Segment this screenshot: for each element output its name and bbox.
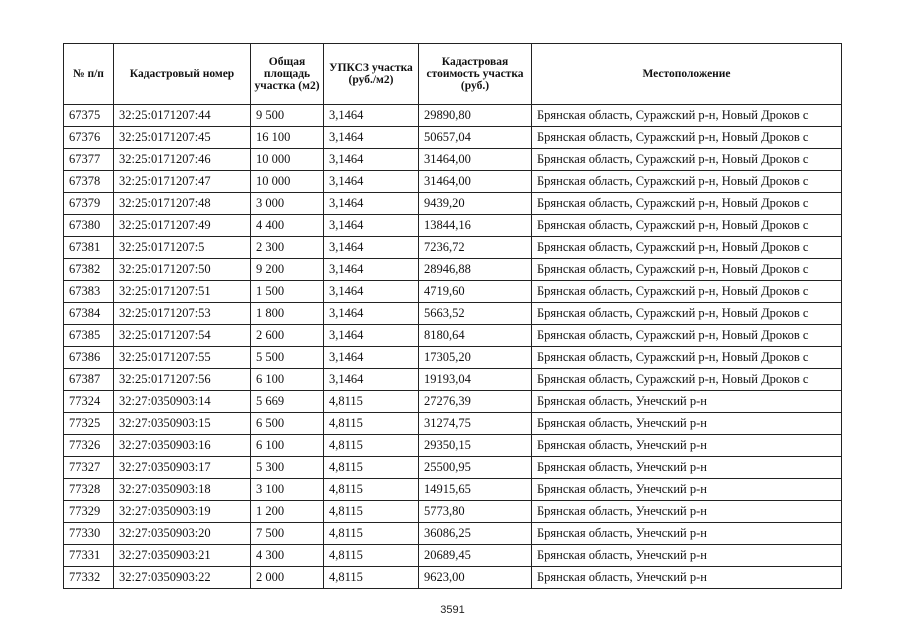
cell-cadastral-number: 32:27:0350903:22 [114, 567, 251, 589]
cell-cadastral-value: 25500,95 [419, 457, 532, 479]
page-number: 3591 [440, 604, 465, 616]
cell-location: Брянская область, Унечский р-н [532, 457, 842, 479]
cell-location: Брянская область, Унечский р-н [532, 479, 842, 501]
cell-area: 16 100 [251, 127, 324, 149]
cell-upksz: 3,1464 [324, 303, 419, 325]
cell-cadastral-value: 4719,60 [419, 281, 532, 303]
header-cadastral-number: Кадастровый номер [114, 44, 251, 105]
cell-location: Брянская область, Суражский р-н, Новый Дроков с [532, 325, 842, 347]
cell-row-number: 77329 [64, 501, 114, 523]
cell-upksz: 4,8115 [324, 479, 419, 501]
table-body [64, 105, 842, 589]
cell-cadastral-number: 32:25:0171207:48 [114, 193, 251, 215]
cell-area: 1 500 [251, 281, 324, 303]
table-row [64, 391, 842, 413]
cell-cadastral-value: 28946,88 [419, 259, 532, 281]
table-row [64, 149, 842, 171]
header-location: Местоположение [532, 44, 842, 105]
cell-cadastral-value: 17305,20 [419, 347, 532, 369]
cell-cadastral-value: 5773,80 [419, 501, 532, 523]
table-row [64, 215, 842, 237]
cell-cadastral-number: 32:25:0171207:44 [114, 105, 251, 127]
cell-cadastral-number: 32:25:0171207:45 [114, 127, 251, 149]
cell-cadastral-value: 27276,39 [419, 391, 532, 413]
cell-cadastral-value: 14915,65 [419, 479, 532, 501]
table-row [64, 435, 842, 457]
cell-cadastral-number: 32:27:0350903:19 [114, 501, 251, 523]
cell-location: Брянская область, Суражский р-н, Новый Дроков с [532, 105, 842, 127]
cell-area: 3 000 [251, 193, 324, 215]
cell-row-number: 67377 [64, 149, 114, 171]
cell-cadastral-value: 7236,72 [419, 237, 532, 259]
table-row [64, 369, 842, 391]
cell-area: 4 300 [251, 545, 324, 567]
cell-upksz: 4,8115 [324, 413, 419, 435]
cell-location: Брянская область, Суражский р-н, Новый Дроков с [532, 303, 842, 325]
cell-cadastral-number: 32:27:0350903:14 [114, 391, 251, 413]
cell-row-number: 67378 [64, 171, 114, 193]
cell-area: 10 000 [251, 149, 324, 171]
table-row [64, 127, 842, 149]
cell-cadastral-number: 32:25:0171207:53 [114, 303, 251, 325]
cell-cadastral-value: 29890,80 [419, 105, 532, 127]
cell-location: Брянская область, Унечский р-н [532, 523, 842, 545]
cell-location: Брянская область, Унечский р-н [532, 545, 842, 567]
cell-row-number: 67382 [64, 259, 114, 281]
cell-upksz: 3,1464 [324, 215, 419, 237]
cell-row-number: 67384 [64, 303, 114, 325]
cell-cadastral-number: 32:27:0350903:17 [114, 457, 251, 479]
cell-location: Брянская область, Унечский р-н [532, 567, 842, 589]
cell-area: 9 200 [251, 259, 324, 281]
cell-location: Брянская область, Унечский р-н [532, 501, 842, 523]
cell-row-number: 77325 [64, 413, 114, 435]
cell-cadastral-number: 32:27:0350903:15 [114, 413, 251, 435]
cell-cadastral-number: 32:27:0350903:16 [114, 435, 251, 457]
cell-location: Брянская область, Унечский р-н [532, 391, 842, 413]
header-cadastral-value: Кадастровая стоимость участка (руб.) [419, 44, 532, 105]
cell-upksz: 4,8115 [324, 567, 419, 589]
cell-location: Брянская область, Суражский р-н, Новый Дроков с [532, 259, 842, 281]
cell-area: 5 300 [251, 457, 324, 479]
cell-row-number: 67383 [64, 281, 114, 303]
cell-location: Брянская область, Суражский р-н, Новый Дроков с [532, 127, 842, 149]
cell-cadastral-value: 31464,00 [419, 171, 532, 193]
cell-upksz: 3,1464 [324, 237, 419, 259]
cell-row-number: 77328 [64, 479, 114, 501]
cell-row-number: 67380 [64, 215, 114, 237]
table-row [64, 545, 842, 567]
cell-upksz: 3,1464 [324, 281, 419, 303]
cell-area: 6 100 [251, 369, 324, 391]
cell-row-number: 67379 [64, 193, 114, 215]
cell-cadastral-value: 29350,15 [419, 435, 532, 457]
cell-location: Брянская область, Суражский р-н, Новый Дроков с [532, 369, 842, 391]
cell-location: Брянская область, Суражский р-н, Новый Дроков с [532, 149, 842, 171]
cell-upksz: 4,8115 [324, 435, 419, 457]
cell-area: 9 500 [251, 105, 324, 127]
cell-upksz: 3,1464 [324, 127, 419, 149]
cell-cadastral-value: 9439,20 [419, 193, 532, 215]
cell-row-number: 67376 [64, 127, 114, 149]
cell-area: 7 500 [251, 523, 324, 545]
cell-upksz: 4,8115 [324, 545, 419, 567]
table-row [64, 523, 842, 545]
table-row [64, 501, 842, 523]
cell-area: 6 500 [251, 413, 324, 435]
cell-upksz: 3,1464 [324, 347, 419, 369]
cell-cadastral-number: 32:25:0171207:5 [114, 237, 251, 259]
cell-cadastral-number: 32:25:0171207:55 [114, 347, 251, 369]
cell-area: 3 100 [251, 479, 324, 501]
cell-location: Брянская область, Суражский р-н, Новый Дроков с [532, 171, 842, 193]
cell-cadastral-number: 32:25:0171207:47 [114, 171, 251, 193]
cell-cadastral-number: 32:27:0350903:21 [114, 545, 251, 567]
cell-location: Брянская область, Суражский р-н, Новый Дроков с [532, 237, 842, 259]
cell-cadastral-number: 32:25:0171207:51 [114, 281, 251, 303]
table-row [64, 413, 842, 435]
cell-row-number: 77332 [64, 567, 114, 589]
cell-area: 6 100 [251, 435, 324, 457]
cell-row-number: 67385 [64, 325, 114, 347]
cell-location: Брянская область, Суражский р-н, Новый Дроков с [532, 215, 842, 237]
cell-cadastral-number: 32:25:0171207:49 [114, 215, 251, 237]
cell-upksz: 3,1464 [324, 325, 419, 347]
cell-cadastral-number: 32:25:0171207:46 [114, 149, 251, 171]
cell-area: 4 400 [251, 215, 324, 237]
cell-cadastral-value: 19193,04 [419, 369, 532, 391]
cell-location: Брянская область, Унечский р-н [532, 413, 842, 435]
cell-area: 5 500 [251, 347, 324, 369]
cell-cadastral-value: 8180,64 [419, 325, 532, 347]
table-row [64, 303, 842, 325]
cell-area: 2 300 [251, 237, 324, 259]
cell-upksz: 4,8115 [324, 501, 419, 523]
cell-cadastral-value: 50657,04 [419, 127, 532, 149]
cell-area: 1 200 [251, 501, 324, 523]
cell-area: 2 000 [251, 567, 324, 589]
cell-cadastral-value: 5663,52 [419, 303, 532, 325]
table-row [64, 457, 842, 479]
cell-cadastral-value: 36086,25 [419, 523, 532, 545]
cell-row-number: 77327 [64, 457, 114, 479]
cell-cadastral-value: 13844,16 [419, 215, 532, 237]
cell-cadastral-number: 32:25:0171207:54 [114, 325, 251, 347]
cell-row-number: 67381 [64, 237, 114, 259]
cell-row-number: 77326 [64, 435, 114, 457]
table-row [64, 479, 842, 501]
table-row [64, 259, 842, 281]
cell-upksz: 3,1464 [324, 259, 419, 281]
cell-cadastral-number: 32:27:0350903:18 [114, 479, 251, 501]
cell-location: Брянская область, Суражский р-н, Новый Дроков с [532, 281, 842, 303]
cell-upksz: 4,8115 [324, 523, 419, 545]
table-row [64, 237, 842, 259]
cell-cadastral-value: 20689,45 [419, 545, 532, 567]
header-total-area: Общая площадь участка (м2) [251, 44, 324, 105]
cell-row-number: 67386 [64, 347, 114, 369]
cell-upksz: 3,1464 [324, 149, 419, 171]
table-row [64, 567, 842, 589]
table-row [64, 105, 842, 127]
cell-cadastral-value: 9623,00 [419, 567, 532, 589]
cell-upksz: 3,1464 [324, 171, 419, 193]
cell-area: 2 600 [251, 325, 324, 347]
cell-location: Брянская область, Унечский р-н [532, 435, 842, 457]
cell-row-number: 77324 [64, 391, 114, 413]
table-row [64, 171, 842, 193]
cell-area: 5 669 [251, 391, 324, 413]
table-row [64, 193, 842, 215]
cell-upksz: 4,8115 [324, 457, 419, 479]
table-row [64, 325, 842, 347]
cadastral-table [63, 43, 842, 589]
cell-row-number: 77330 [64, 523, 114, 545]
cell-cadastral-value: 31274,75 [419, 413, 532, 435]
cell-location: Брянская область, Суражский р-н, Новый Дроков с [532, 193, 842, 215]
table-header-row [64, 44, 842, 105]
cell-upksz: 3,1464 [324, 193, 419, 215]
cell-upksz: 4,8115 [324, 391, 419, 413]
cell-row-number: 67375 [64, 105, 114, 127]
cell-area: 1 800 [251, 303, 324, 325]
cell-cadastral-number: 32:27:0350903:20 [114, 523, 251, 545]
cell-upksz: 3,1464 [324, 105, 419, 127]
header-row-number: № п/п [64, 44, 114, 105]
cell-upksz: 3,1464 [324, 369, 419, 391]
cell-row-number: 67387 [64, 369, 114, 391]
cell-cadastral-number: 32:25:0171207:56 [114, 369, 251, 391]
table-row [64, 281, 842, 303]
header-upksz: УПКСЗ участка (руб./м2) [324, 44, 419, 105]
cell-row-number: 77331 [64, 545, 114, 567]
cell-location: Брянская область, Суражский р-н, Новый Дроков с [532, 347, 842, 369]
cell-area: 10 000 [251, 171, 324, 193]
cell-cadastral-number: 32:25:0171207:50 [114, 259, 251, 281]
table-row [64, 347, 842, 369]
cell-cadastral-value: 31464,00 [419, 149, 532, 171]
